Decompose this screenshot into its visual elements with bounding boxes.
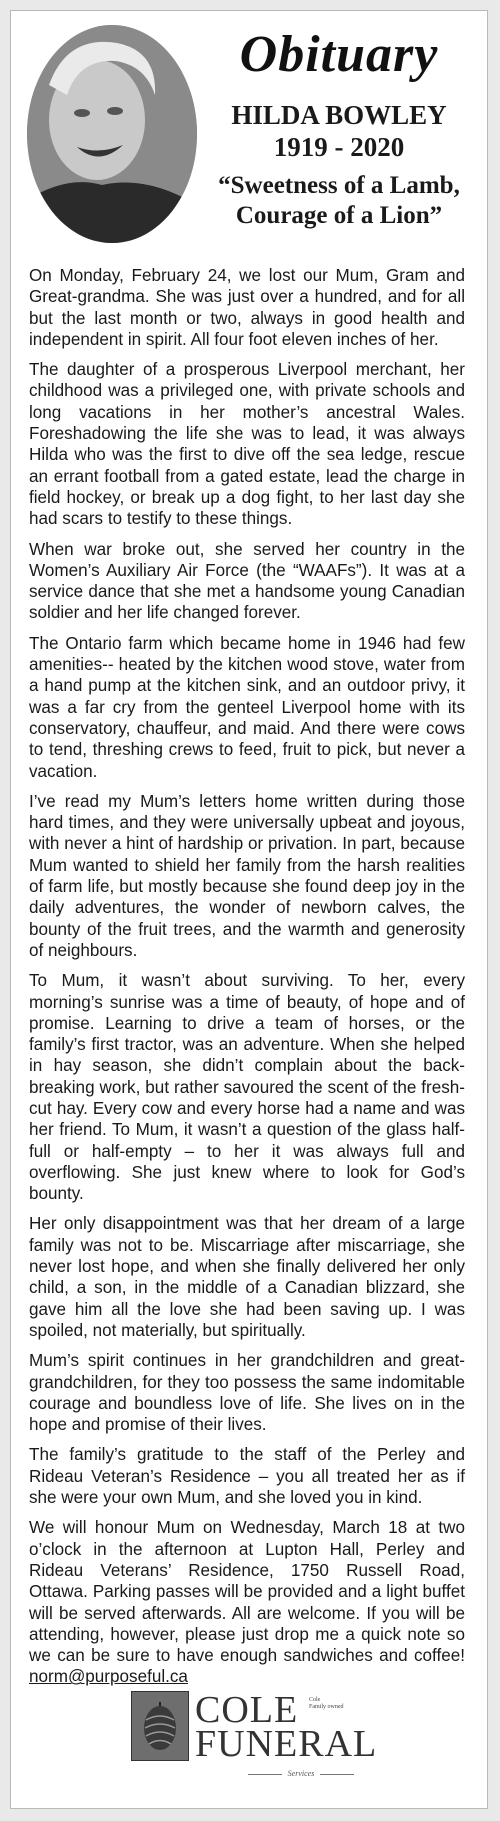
tagline-line-1: “Sweetness of a Lamb,	[218, 172, 460, 199]
tagline-line-2: Courage of a Lion”	[235, 202, 443, 229]
logo-tagline-line-2: Family owned	[309, 1704, 344, 1710]
tagline	[201, 171, 477, 231]
obituary-notice	[10, 10, 488, 1809]
paragraph: On Monday, February 24, we lost our Mum, Gram and Great-grandma. She was just over a hundred, and for all but the last month or two, always in good health and independent in spirit. All four foot eleven inches of her.	[29, 266, 465, 349]
paragraph: The Ontario farm which became home in 1946 had few amenities-- heated by the kitchen wood stove, water from a hand pump at the kitchen sink, and an outdoor privy, it was a far cry from the genteel Liverpool home with its conservatory, chauffeur, and maid. And there were cows to tend, threshing crews to feed, fruit to pick, but never a vacation.	[29, 633, 465, 781]
life-years: 1919 - 2020	[273, 132, 405, 162]
final-paragraph	[29, 1517, 465, 1687]
contact-email-link[interactable]: norm@purposeful.ca	[29, 1667, 188, 1687]
logo-wordmark-cole: COLE	[195, 1689, 299, 1731]
funeral-home-logo	[131, 1691, 391, 1783]
logo-tagline-line-1: Cole	[309, 1697, 321, 1703]
paragraph: Mum’s spirit continues in her grandchildren and great-grandchildren, for they too possess the same indomitable courage and boundless love of life. She lives on in the hope and promise of their lives.	[29, 1351, 465, 1435]
paragraph: When war broke out, she served her country in the Women’s Auxiliary Air Force (the “WAAFs”). It was at a service dance that she met a handsome young Canadian soldier and her life changed forever.	[29, 539, 465, 623]
paragraph: To Mum, it wasn’t about surviving. To her, every morning’s sunrise was a time of beauty, of hope and of promise. Learning to drive a team of horses, or the family’s first tractor, was an adventure. When she helped in hay season, she didn’t complain about the back-breaking work, but rather savoured the scent of the fresh-cut hay. Every cow and every horse had a name and was her friend. To Mum, it wasn’t a question of the glass half-full or half-empty – to her it was always full and overflowing. She just knew where to look for God’s bounty.	[29, 971, 465, 1204]
paragraph: The daughter of a prosperous Liverpool merchant, her childhood was a privileged one, with private schools and long vacations in her mother’s ancestral Wales. Foreshadowing the life she was to lead, it was always Hilda who was the first to dive off the sea ledge, rescue an errant football from a gated estate, lead the charge in field hockey, or break up a dog fight, to her last day she had scars to testify to these things.	[29, 360, 465, 529]
logo-tagline	[309, 1697, 369, 1711]
obituary-title: Obituary	[239, 26, 439, 83]
obituary-body	[29, 265, 465, 1697]
portrait-photo	[27, 25, 197, 243]
final-paragraph-text: We will honour Mum on Wednesday, March 18 at two o’clock in the afternoon at Lupton Hall, Perley and Rideau Veterans’ Residence, 1750 Russell Road, Ottawa. Parking passes will be provided and a light buffet will be served afterwards. All are welcome. If you will be attending, however, please just drop me a quick note so we can be sure to have enough sandwiches and coffee!	[29, 1518, 465, 1666]
logo-services-label: Services	[231, 1769, 371, 1778]
logo-wordmark-funeral: FUNERAL	[195, 1723, 378, 1765]
paragraph: I’ve read my Mum’s letters home written during those hard times, and they were universally upbeat and joyous, with never a hint of hardship or privation. In part, because Mum wanted to shield her family from the harsh realities of farm life, but mostly because she found deep joy in the daily adventures, the wonder of newborn calves, the bounty of the fruit trees, and the warmth and generosity of neighbours.	[29, 791, 465, 960]
paragraph: The family’s gratitude to the staff of the Perley and Rideau Veteran’s Residence – you all treated her as if she were your own Mum, and she loved you in kind.	[29, 1445, 465, 1508]
deceased-name: HILDA BOWLEY	[231, 100, 447, 130]
obituary-heading	[201, 25, 477, 231]
paragraph: Her only disappointment was that her dream of a large family was not to be. Miscarriage after miscarriage, she never lost hope, and when she finally delivered her only child, a son, in the middle of a Canadian blizzard, she gave him all the love she had been saving up. I was spoiled, not materially, but spiritually.	[29, 1214, 465, 1340]
pinecone-icon	[131, 1691, 189, 1761]
